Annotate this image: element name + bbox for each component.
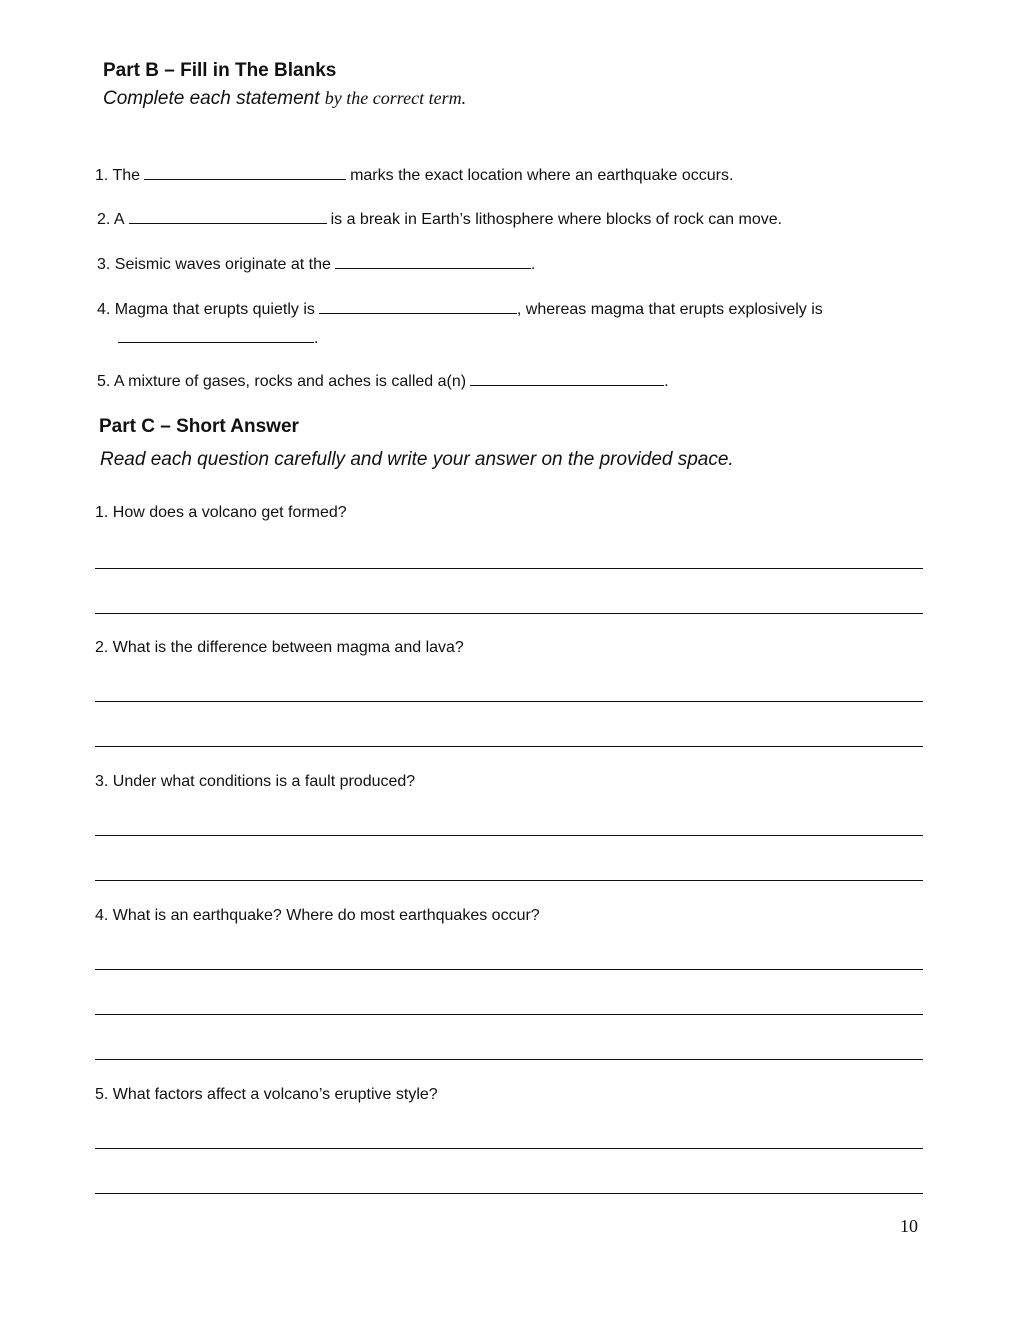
fill-blank-3-suffix: . [530, 256, 536, 273]
part-b-instruction [103, 88, 466, 110]
answer-line[interactable] [95, 1014, 923, 1015]
answer-line[interactable] [95, 880, 923, 881]
fill-blank-2-line[interactable] [129, 209, 327, 224]
fill-blank-5-suffix: . [664, 373, 669, 390]
fill-blank-item-3 [97, 254, 535, 274]
part-b-instruction-end: . [461, 88, 467, 108]
part-b-title: Part B – Fill in The Blanks [103, 60, 337, 81]
question-4: 4. What is an earthquake? Where do most earthquakes occur? [95, 907, 540, 924]
answer-line[interactable] [95, 1059, 923, 1060]
answer-line[interactable] [95, 835, 923, 836]
fill-blank-item-1 [95, 165, 733, 185]
fill-blank-2-prefix: 2. A [97, 211, 125, 228]
page-number: 10 [900, 1216, 918, 1236]
fill-blank-1-line[interactable] [144, 165, 346, 180]
fill-blank-4-suffix: , whereas magma that erupts explosively is [516, 301, 823, 318]
part-c-instruction: Read each question carefully and write your answer on the provided space. [100, 449, 734, 470]
fill-blank-1-prefix: 1. The [95, 167, 141, 184]
answer-line[interactable] [95, 613, 923, 614]
answer-line[interactable] [95, 969, 923, 970]
fill-blank-item-4 [97, 299, 823, 319]
fill-blank-5-line[interactable] [470, 371, 664, 386]
question-2: 2. What is the difference between magma and lava? [95, 639, 464, 656]
fill-blank-4-end: . [314, 330, 319, 347]
part-b-instruction-italic: Complete each statement [103, 88, 320, 109]
fill-blank-item-4-cont [114, 328, 318, 348]
part-c-title: Part C – Short Answer [99, 416, 299, 437]
question-5: 5. What factors affect a volcano’s eruptive style? [95, 1086, 438, 1103]
answer-line[interactable] [95, 568, 923, 569]
fill-blank-item-5 [97, 371, 669, 391]
fill-blank-3-line[interactable] [335, 254, 531, 269]
fill-blank-5-prefix: 5. A mixture of gases, rocks and aches is called a(n) [97, 373, 467, 390]
fill-blank-3-prefix: 3. Seismic waves originate at the [97, 256, 331, 273]
fill-blank-4-line-a[interactable] [319, 299, 517, 314]
part-b-instruction-serif: by the correct term [324, 88, 462, 108]
fill-blank-item-2 [97, 209, 782, 229]
answer-line[interactable] [95, 746, 923, 747]
fill-blank-4-prefix: 4. Magma that erupts quietly is [97, 301, 315, 318]
answer-line[interactable] [95, 1148, 923, 1149]
fill-blank-4-line-b[interactable] [118, 328, 314, 343]
question-1: 1. How does a volcano get formed? [95, 504, 347, 521]
fill-blank-2-suffix: is a break in Earth’s lithosphere where blocks of rock can move. [330, 211, 783, 228]
answer-line[interactable] [95, 701, 923, 702]
fill-blank-1-suffix: marks the exact location where an earthquake occurs. [350, 167, 734, 184]
answer-line[interactable] [95, 1193, 923, 1194]
question-3: 3. Under what conditions is a fault produced? [95, 773, 416, 790]
